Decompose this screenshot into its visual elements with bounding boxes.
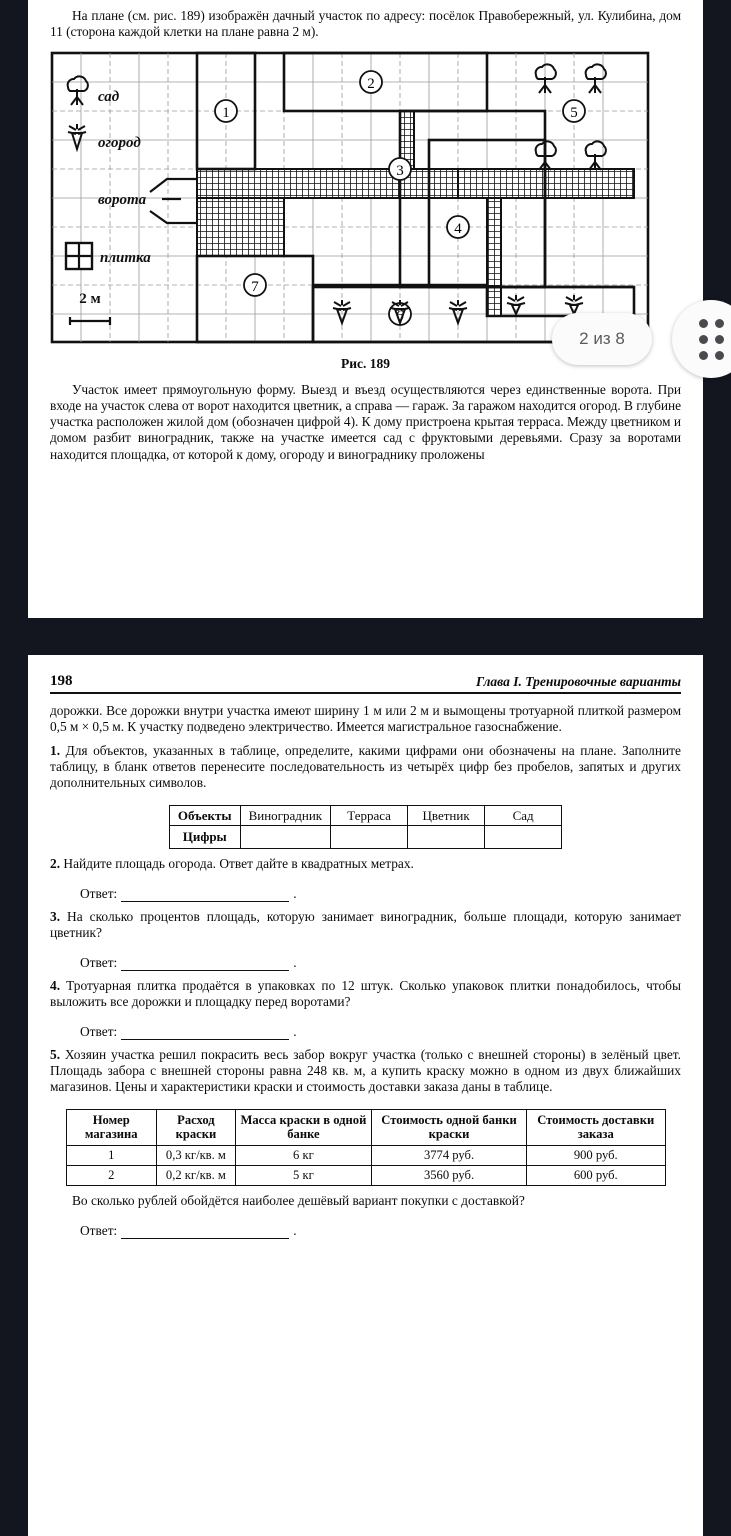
document-page-1 — [28, 0, 703, 618]
question-1-number: 1. — [50, 742, 61, 758]
question-2-number: 2. — [50, 855, 61, 871]
intro-paragraph: На плане (см. рис. 189) изображён дачный участок по адресу: посёлок Правобережный, ул. Кулибина, дом 11 (сторона каждой клетки на плане равна 2 м). — [50, 8, 681, 40]
question-4 — [50, 978, 681, 1011]
grid-dots-icon — [699, 319, 724, 360]
col-delivery-price: Стоимость доставки заказа — [527, 1109, 666, 1145]
question-2 — [50, 856, 681, 872]
shop2-number: 2 — [66, 1165, 156, 1185]
shop2-price: 3560 руб. — [372, 1165, 527, 1185]
shop1-usage: 0,3 кг/кв. м — [156, 1145, 235, 1165]
question-1-text: Для объектов, указанных в таблице, определите, какими цифрами они обозначены на плане. Заполните таблицу, в бланк ответов перенесите последовательность из четырёх цифр без пробелов, запятых и других дополнительных символов. — [50, 742, 681, 791]
marker-1 — [215, 100, 237, 122]
legend-tile-icon — [66, 243, 92, 269]
answer-line-3: Ответ: . — [80, 954, 297, 970]
col-paint-usage: Расход краски — [156, 1109, 235, 1145]
shop1-mass: 6 кг — [235, 1145, 371, 1165]
marker-2 — [360, 71, 382, 93]
digit-cell-flowerbed[interactable] — [408, 825, 485, 848]
object-terrace: Терраса — [331, 805, 408, 825]
marker-3 — [389, 158, 411, 180]
table-row — [66, 1109, 665, 1145]
svg-text:5: 5 — [570, 104, 578, 121]
answer-label-4: Ответ: — [80, 1023, 118, 1039]
marker-5 — [563, 100, 585, 122]
shop2-usage: 0,2 кг/кв. м — [156, 1165, 235, 1185]
legend-label-gate: ворота — [98, 191, 147, 208]
table-row — [169, 805, 561, 825]
digit-cell-garden[interactable] — [485, 825, 562, 848]
page-header — [50, 673, 681, 694]
shop2-delivery: 600 руб. — [527, 1165, 666, 1185]
col-can-price: Стоимость одной банки краски — [372, 1109, 527, 1145]
description-paragraph: Участок имеет прямоугольную форму. Выезд и въезд осуществляются через единственные ворота. При входе на участок слева от ворот находится цветник, а справа — гараж. За гаражом находится огород. В глубине участка расположен жилой дом (обозначен цифрой 4). К дому пристроена крытая терраса. Между цветником и домом разбит виноградник, также на участке имеется сад с фруктовыми деревьями. Сразу за воротами находится площадка, от которой к дому, огороду и винограднику проложены — [50, 381, 681, 462]
svg-text:6: 6 — [396, 307, 404, 324]
svg-text:4: 4 — [454, 220, 462, 237]
page-indicator-label: 2 из 8 — [579, 329, 625, 348]
svg-text:3: 3 — [396, 162, 404, 179]
table-row — [66, 1145, 665, 1165]
col-shop-number: Номер магазина — [66, 1109, 156, 1145]
answer-line-2: Ответ: . — [80, 885, 297, 901]
page-number: 198 — [50, 673, 73, 689]
legend-label-garden: сад — [98, 88, 120, 105]
shop1-number: 1 — [66, 1145, 156, 1165]
shop1-price: 3774 руб. — [372, 1145, 527, 1165]
col-can-mass: Масса краски в одной банке — [235, 1109, 371, 1145]
final-question: Во сколько рублей обойдётся наиболее дешёвый вариант покупки с доставкой? — [72, 1192, 525, 1208]
object-garden: Сад — [485, 805, 562, 825]
shops-table — [66, 1109, 666, 1186]
question-2-text: Найдите площадь огорода. Ответ дайте в квадратных метрах. — [63, 855, 414, 871]
answer-label-3: Ответ: — [80, 954, 118, 970]
document-page-2 — [28, 655, 703, 1536]
answer-blank-4[interactable] — [121, 1027, 289, 1040]
question-3-text: На сколько процентов площадь, которую занимает виноградник, больше площади, которую занимает цветник? — [50, 908, 681, 940]
continuation-paragraph: дорожки. Все дорожки внутри участка имеют ширину 1 м или 2 м и вымощены тротуарной плиткой размером 0,5 м × 0,5 м. К участку подведено электричество. Имеется магистральное газоснабжение. — [50, 703, 681, 735]
shop1-delivery: 900 руб. — [527, 1145, 666, 1165]
figure-caption: Рис. 189 — [340, 355, 391, 371]
table-row — [66, 1165, 665, 1185]
question-5-number: 5. — [50, 1046, 61, 1062]
answer-label-final: Ответ: — [80, 1222, 118, 1238]
page-indicator[interactable] — [552, 313, 652, 365]
object-vineyard: Виноградник — [240, 805, 331, 825]
marker-4 — [447, 216, 469, 238]
answer-blank-3[interactable] — [121, 958, 289, 971]
objects-header-label: Объекты — [169, 805, 240, 825]
scale-label: 2 м — [79, 290, 101, 307]
digit-cell-terrace[interactable] — [331, 825, 408, 848]
question-5-text: Хозяин участка решил покрасить весь забор вокруг участка (только с внешней стороны) в зелёный цвет. Площадь забора с внешней стороны равна 248 кв. м, а купить краску можно в одном из двух ближайших магазинов. Цены и характеристики краски и стоимость доставки заказа даны в таблице. — [50, 1046, 681, 1095]
answer-line-final: Ответ: . — [80, 1222, 297, 1238]
svg-text:1: 1 — [222, 104, 230, 121]
legend-label-tile: плитка — [100, 249, 151, 266]
question-4-text: Тротуарная плитка продаётся в упаковках по 12 штук. Сколько упаковок плитки понадобилось, чтобы выложить все дорожки и площадку перед воротами? — [50, 977, 681, 1009]
marker-7 — [244, 274, 266, 296]
answer-blank-final[interactable] — [121, 1226, 289, 1239]
question-1 — [50, 743, 681, 792]
digit-cell-vineyard[interactable] — [240, 825, 331, 848]
object-flowerbed: Цветник — [408, 805, 485, 825]
table-row — [169, 825, 561, 848]
answer-blank-2[interactable] — [121, 889, 289, 902]
chapter-title: Глава I. Тренировочные варианты — [476, 674, 681, 689]
question-3 — [50, 909, 681, 942]
question-4-number: 4. — [50, 977, 61, 993]
shop2-mass: 5 кг — [235, 1165, 371, 1185]
question-3-number: 3. — [50, 908, 61, 924]
answer-line-4: Ответ: . — [80, 1023, 297, 1039]
svg-text:7: 7 — [251, 278, 259, 295]
site-plan-svg — [50, 51, 650, 344]
svg-text:2: 2 — [367, 75, 375, 92]
answer-label-2: Ответ: — [80, 885, 118, 901]
objects-table — [169, 805, 562, 849]
digits-header-label: Цифры — [169, 825, 240, 848]
question-5 — [50, 1047, 681, 1096]
legend-label-vegetable-garden: огород — [98, 134, 141, 151]
